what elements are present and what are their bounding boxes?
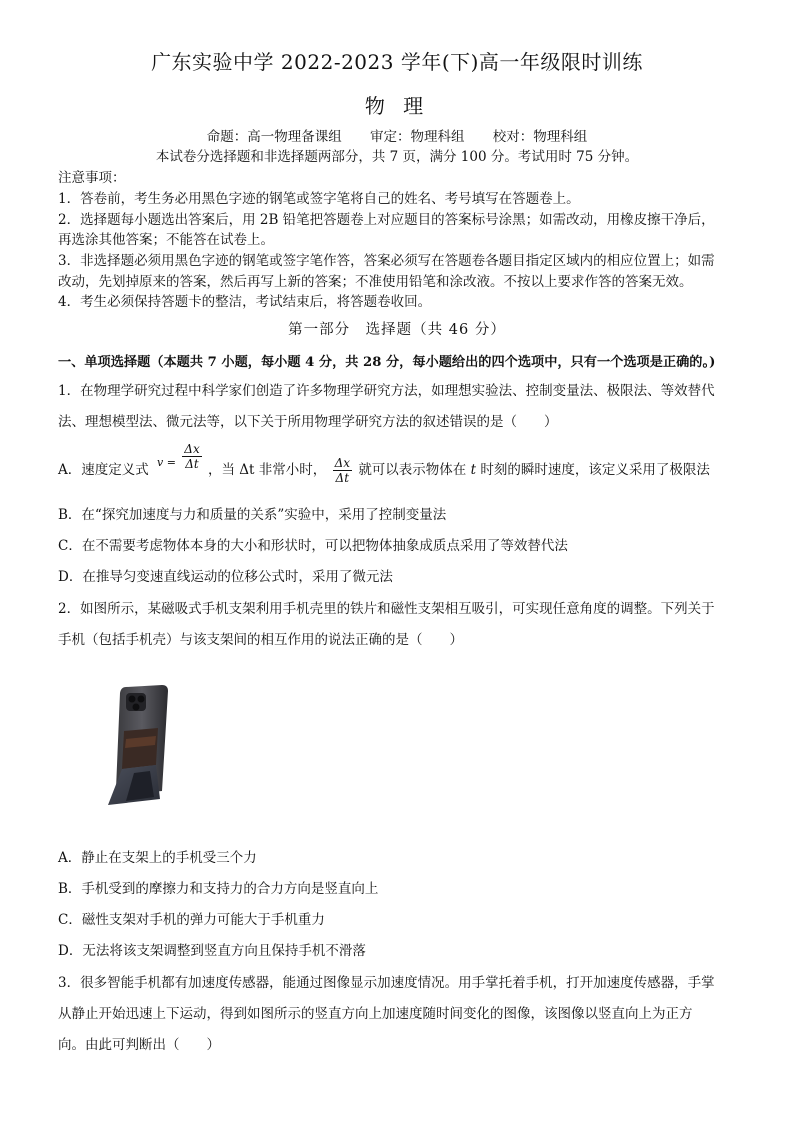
q2-option-a: A．静止在支架上的手机受三个力 <box>58 850 257 866</box>
q1-option-a <box>58 442 710 485</box>
q2-stem-line2: 手机（包括手机壳）与该支架间的相互作用的说法正确的是（ ） <box>58 632 463 648</box>
q3-stem-line3: 向。由此可判断出（ ） <box>58 1037 220 1053</box>
camera-lens <box>138 696 145 703</box>
q2-option-b: B．手机受到的摩擦力和支持力的合力方向是竖直向上 <box>58 881 379 897</box>
q2-stem-line1: 2．如图所示，某磁吸式手机支架利用手机壳里的铁片和磁性支架相互吸引，可实现任意角度的调整。下列关于 <box>58 601 715 617</box>
q1-stem-line1: 1．在物理学研究过程中科学家们创造了许多物理学研究方法，如理想实验法、控制变量法、极限法、等效替代 <box>58 383 715 399</box>
fraction-denominator: Δt <box>335 471 350 485</box>
part-heading: 一、单项选择题（本题共 7 小题，每小题 4 分，共 28 分，每小题给出的四个选项中，只有一个选项是正确的。) <box>58 355 716 370</box>
phone-stand-image <box>100 683 180 808</box>
camera-lens <box>133 704 140 711</box>
q3-stem-line2: 从静止开始迅速上下运动，得到如图所示的竖直方向上加速度随时间变化的图像，该图像以竖直向上为正方 <box>58 1006 693 1022</box>
note-item: 再选涂其他答案；不能答在试卷上。 <box>58 232 274 248</box>
fraction-numerator: Δx <box>334 456 351 470</box>
q1-stem-line2: 法、理想模型法、微元法等，以下关于所用物理学研究方法的叙述错误的是（ ） <box>58 414 558 430</box>
q3-stem-line1: 3．很多智能手机都有加速度传感器，能通过图像显示加速度情况。用手掌托着手机，打开加速度传感器，手掌 <box>58 975 715 991</box>
meta-author: 命题：高一物理备课组 <box>206 129 342 145</box>
q1-option-c: C．在不需要考虑物体本身的大小和形状时，可以把物体抽象成质点采用了等效替代法 <box>58 538 568 554</box>
q1-option-a-mid: ，当 Δt 非常小时， <box>208 462 327 478</box>
wallet-pad <box>122 728 158 769</box>
exam-intro: 本试卷分选择题和非选择题两部分，共 7 页，满分 100 分。考试用时 75 分钟。 <box>155 149 639 165</box>
fraction-denominator: Δt <box>185 457 199 471</box>
note-item: 4．考生必须保持答题卡的整洁，考试结束后，将答题卷收回。 <box>58 294 432 310</box>
q1-option-a-prefix: A．速度定义式 <box>58 462 149 478</box>
subject-title: 物 理 <box>364 94 430 118</box>
note-item: 1．答卷前，考生务必用黑色字迹的钢笔或签字笔将自己的姓名、考号填写在答题卷上。 <box>58 191 580 207</box>
exam-meta <box>0 125 794 145</box>
q2-option-c: C．磁性支架对手机的弹力可能大于手机重力 <box>58 912 325 928</box>
q1-option-b: B．在“探究加速度与力和质量的关系”实验中，采用了控制变量法 <box>58 507 447 523</box>
q1-option-a-suffix-post: 时刻的瞬时速度，该定义采用了极限法 <box>476 462 710 478</box>
time-symbol: t <box>470 462 477 478</box>
q1-option-a-suffix-pre: 就可以表示物体在 <box>358 462 471 478</box>
q1-option-d: D．在推导匀变速直线运动的位移公式时，采用了微元法 <box>58 569 393 585</box>
note-item: 3．非选择题必须用黑色字迹的钢笔或签字笔作答，答案必须写在答题卷各题目指定区域内的相应位置上；如需 <box>58 253 715 269</box>
meta-proofreader: 校对：物理科组 <box>492 129 588 145</box>
section-title: 第一部分 选择题（共 46 分） <box>288 322 506 338</box>
phone-stand-illustration <box>100 683 180 808</box>
delta-fraction <box>333 456 352 485</box>
exam-title: 广东实验中学 2022-2023 学年(下)高一年级限时训练 <box>151 50 643 74</box>
notes-heading: 注意事项： <box>58 170 126 186</box>
velocity-symbol: v = <box>157 456 176 469</box>
velocity-fraction <box>182 442 201 471</box>
fraction-numerator: Δx <box>184 442 200 456</box>
q2-option-d: D．无法将该支架调整到竖直方向且保持手机不滑落 <box>58 943 366 959</box>
meta-reviewer: 审定：物理科组 <box>370 129 465 145</box>
note-item: 2．选择题每小题选出答案后，用 2B 铅笔把答题卷上对应题目的答案标号涂黑；如需改动，用橡皮擦干净后， <box>58 212 715 228</box>
camera-lens <box>129 696 136 703</box>
note-item: 改动，先划掉原来的答案，然后再写上新的答案；不准使用铅笔和涂改液。不按以上要求作答的答案无效。 <box>58 274 693 290</box>
